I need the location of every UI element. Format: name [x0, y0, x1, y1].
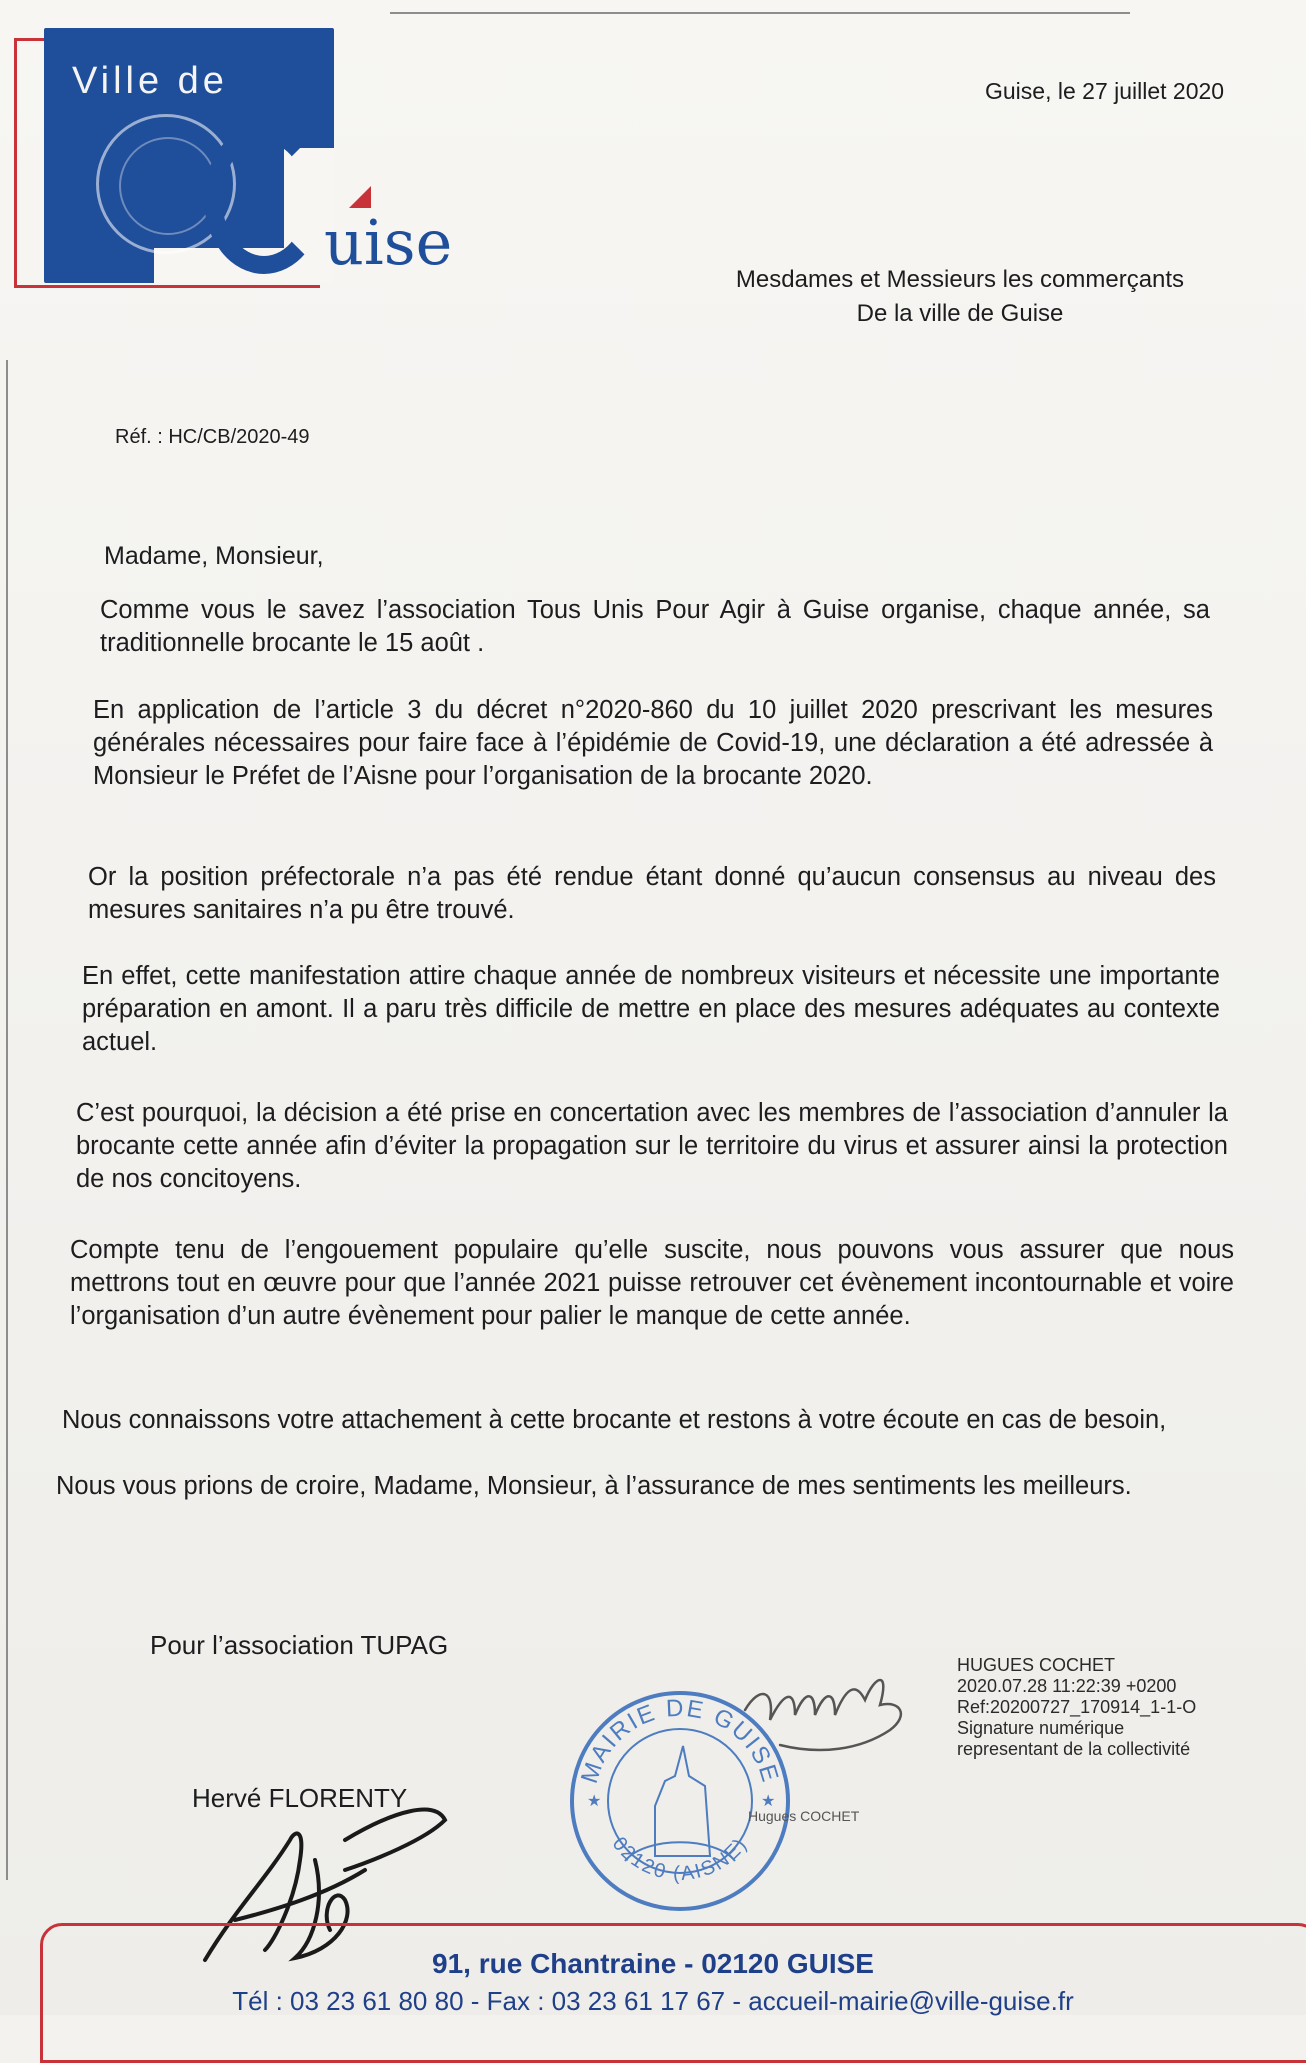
svg-text:★: ★: [761, 1793, 776, 1810]
svg-text:★: ★: [587, 1793, 602, 1810]
digital-signature-line: representant de la collectivité: [957, 1739, 1191, 1759]
salutation: Madame, Monsieur,: [104, 542, 324, 570]
closing-paragraph: Nous vous prions de croire, Madame, Monsieur, à l’assurance de mes sentiments les meilleurs.: [56, 1472, 1132, 1500]
paragraph: Compte tenu de l’engouement populaire qu’elle suscite, nous pouvons vous assurer que nous mettrons tout en œuvre pour que l’année 2021 puisse retrouver cet évènement incontournable et voire l’organisation d’un autre évènement pour palier le manque de cette année.: [70, 1236, 1234, 1330]
svg-text:02120 (AISNE): [608, 1833, 752, 1885]
paragraph: C’est pourquoi, la décision a été prise en concertation avec les membres de l’association d’annuler la brocante cette année afin d’éviter la propagation sur le territoire du virus et assurer ainsi la protection de nos concitoyens.: [76, 1099, 1228, 1193]
signer-name: Hervé FLORENTY: [192, 1783, 408, 1813]
digital-signature-block: [957, 1655, 1196, 1760]
paragraph: Or la position préfectorale n’a pas été rendue étant donné qu’aucun consensus au niveau des mesures sanitaires n’a pu être trouvé.: [88, 863, 1216, 924]
recipient-block: [690, 263, 1230, 331]
stamp-top-text: MAIRIE DE GUISE: [575, 1694, 785, 1787]
mairie-stamp-icon: [565, 1686, 795, 1916]
logo-guise-text: uise: [324, 206, 453, 279]
logo-red-accent-icon: [349, 186, 371, 208]
paragraph: Comme vous le savez l’association Tous Unis Pour Agir à Guise organise, chaque année, sa traditionnelle brocante le 15 août .: [100, 596, 1210, 657]
paragraph: En effet, cette manifestation attire chaque année de nombreux visiteurs et nécessite une importante préparation en amont. Il a paru très difficile de mettre en place des mesures adéquates au contexte actuel.: [82, 962, 1220, 1056]
letter-date: Guise, le 27 juillet 2020: [985, 78, 1225, 104]
stamp-overlay-name: Hugues COCHET: [748, 1808, 860, 1824]
on-behalf-line: Pour l’association TUPAG: [150, 1630, 449, 1660]
svg-text:MAIRIE DE GUISE: [576, 1695, 784, 1787]
footer-contact: Tél : 03 23 61 80 80 - Fax : 03 23 61 17 67 - accueil-mairie@ville-guise.fr: [232, 1986, 1074, 2016]
recipient-line: De la ville de Guise: [856, 300, 1064, 327]
city-logo: [14, 28, 474, 288]
top-divider: [390, 12, 1130, 14]
digital-signature-line: 2020.07.28 11:22:39 +0200: [957, 1676, 1177, 1696]
digital-signature-line: Signature numérique: [957, 1718, 1125, 1738]
reference-number: Réf. : HC/CB/2020-49: [115, 426, 310, 448]
paragraph: En application de l’article 3 du décret n°2020-860 du 10 juillet 2020 prescrivant les mesures générales nécessaires pour faire face à l’épidémie de Covid-19, une déclaration a été adressée à Monsieur le Préfet de l’Aisne pour l’organisation de la brocante 2020.: [93, 696, 1213, 790]
logo-letter-g-icon: [204, 124, 324, 274]
left-margin-line: [6, 360, 8, 1880]
digital-signature-line: HUGUES COCHET: [957, 1655, 1116, 1675]
footer-address: 91, rue Chantraine - 02120 GUISE: [432, 1948, 874, 1979]
paragraph: Nous connaissons votre attachement à cette brocante et restons à votre écoute en cas de besoin,: [62, 1406, 1167, 1434]
stamp-bottom-text: 02120 (AISNE): [607, 1833, 753, 1886]
digital-signature-line: Ref:20200727_170914_1-1-O: [957, 1697, 1197, 1717]
logo-ville-text: Ville de: [72, 60, 228, 102]
recipient-line: Mesdames et Messieurs les commerçants: [735, 266, 1185, 293]
